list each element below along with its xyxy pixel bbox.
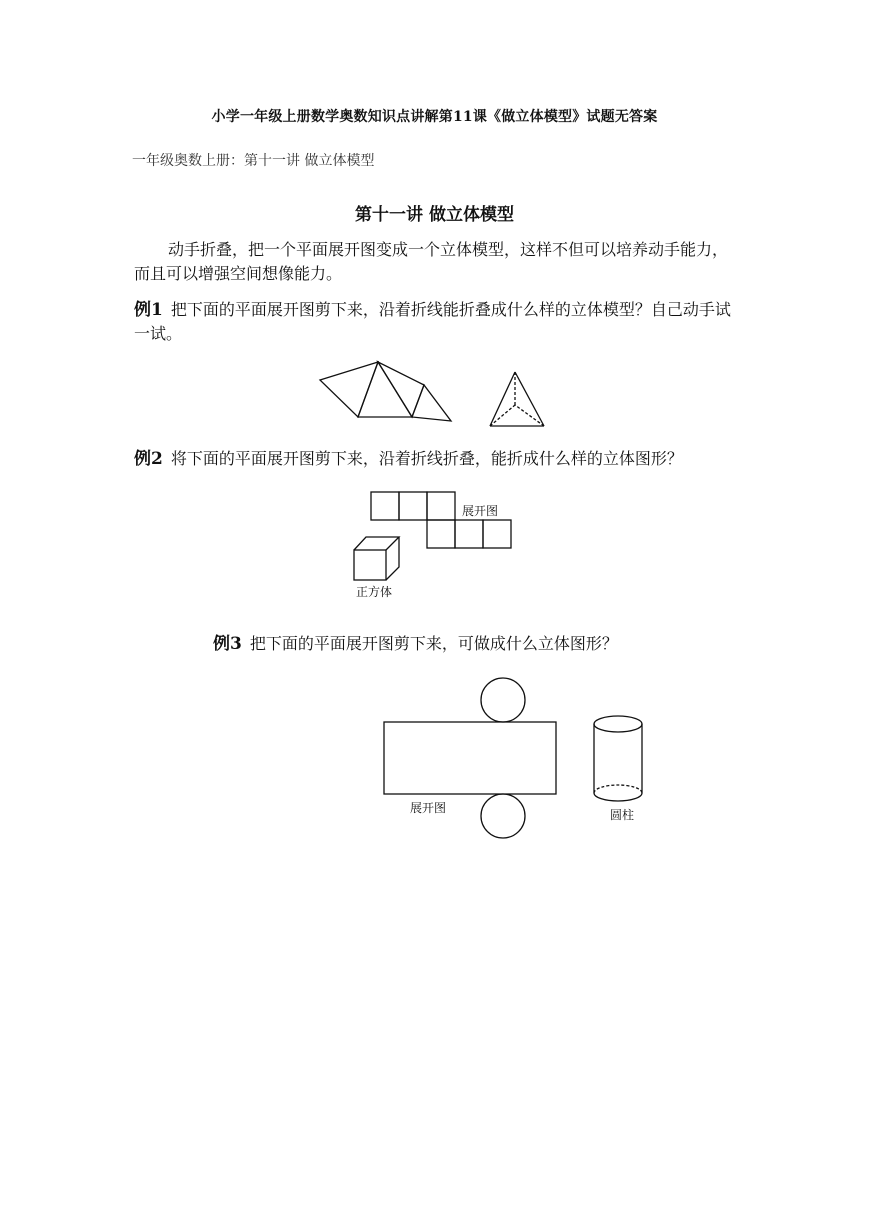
cylinder-net-label: 展开图	[410, 801, 447, 815]
intro-paragraph: 动手折叠，把一个平面展开图变成一个立体模型，这样不但可以培养动手能力，而且可以增强空间想像能力。	[134, 240, 729, 283]
example-1	[134, 298, 734, 346]
figure-2	[340, 485, 530, 605]
example-1-text: 把下面的平面展开图剪下来，沿着折线能折叠成什么样的立体模型？自己动手试一试。	[134, 300, 731, 343]
cylinder-solid	[594, 716, 642, 801]
example-1-label: 例1	[134, 300, 163, 320]
example-2-text: 将下面的平面展开图剪下来，沿着折线折叠，能折成什么样的立体图形？	[170, 449, 683, 468]
tetrahedron-net	[320, 362, 451, 421]
cube-solid	[354, 537, 399, 580]
cube-label: 正方体	[356, 585, 393, 599]
cube-net	[371, 492, 511, 548]
figure-1	[300, 355, 560, 435]
document-title: 小学一年级上册数学奥数知识点讲解第11课《做立体模型》试题无答案	[211, 109, 658, 125]
tetrahedron-solid	[490, 372, 544, 426]
lecture-title: 第十一讲 做立体模型	[355, 205, 514, 225]
example-2	[134, 447, 754, 471]
example-2-label: 例2	[134, 449, 163, 469]
example-3-label: 例3	[213, 634, 242, 654]
cube-net-label: 展开图	[462, 504, 499, 518]
subheader: 一年级奥数上册：第十一讲 做立体模型	[132, 153, 375, 169]
example-3-text: 把下面的平面展开图剪下来，可做成什么立体图形？	[249, 634, 618, 653]
example-3	[213, 632, 733, 656]
cylinder-label: 圆柱	[610, 808, 635, 822]
figure-3	[370, 670, 670, 845]
